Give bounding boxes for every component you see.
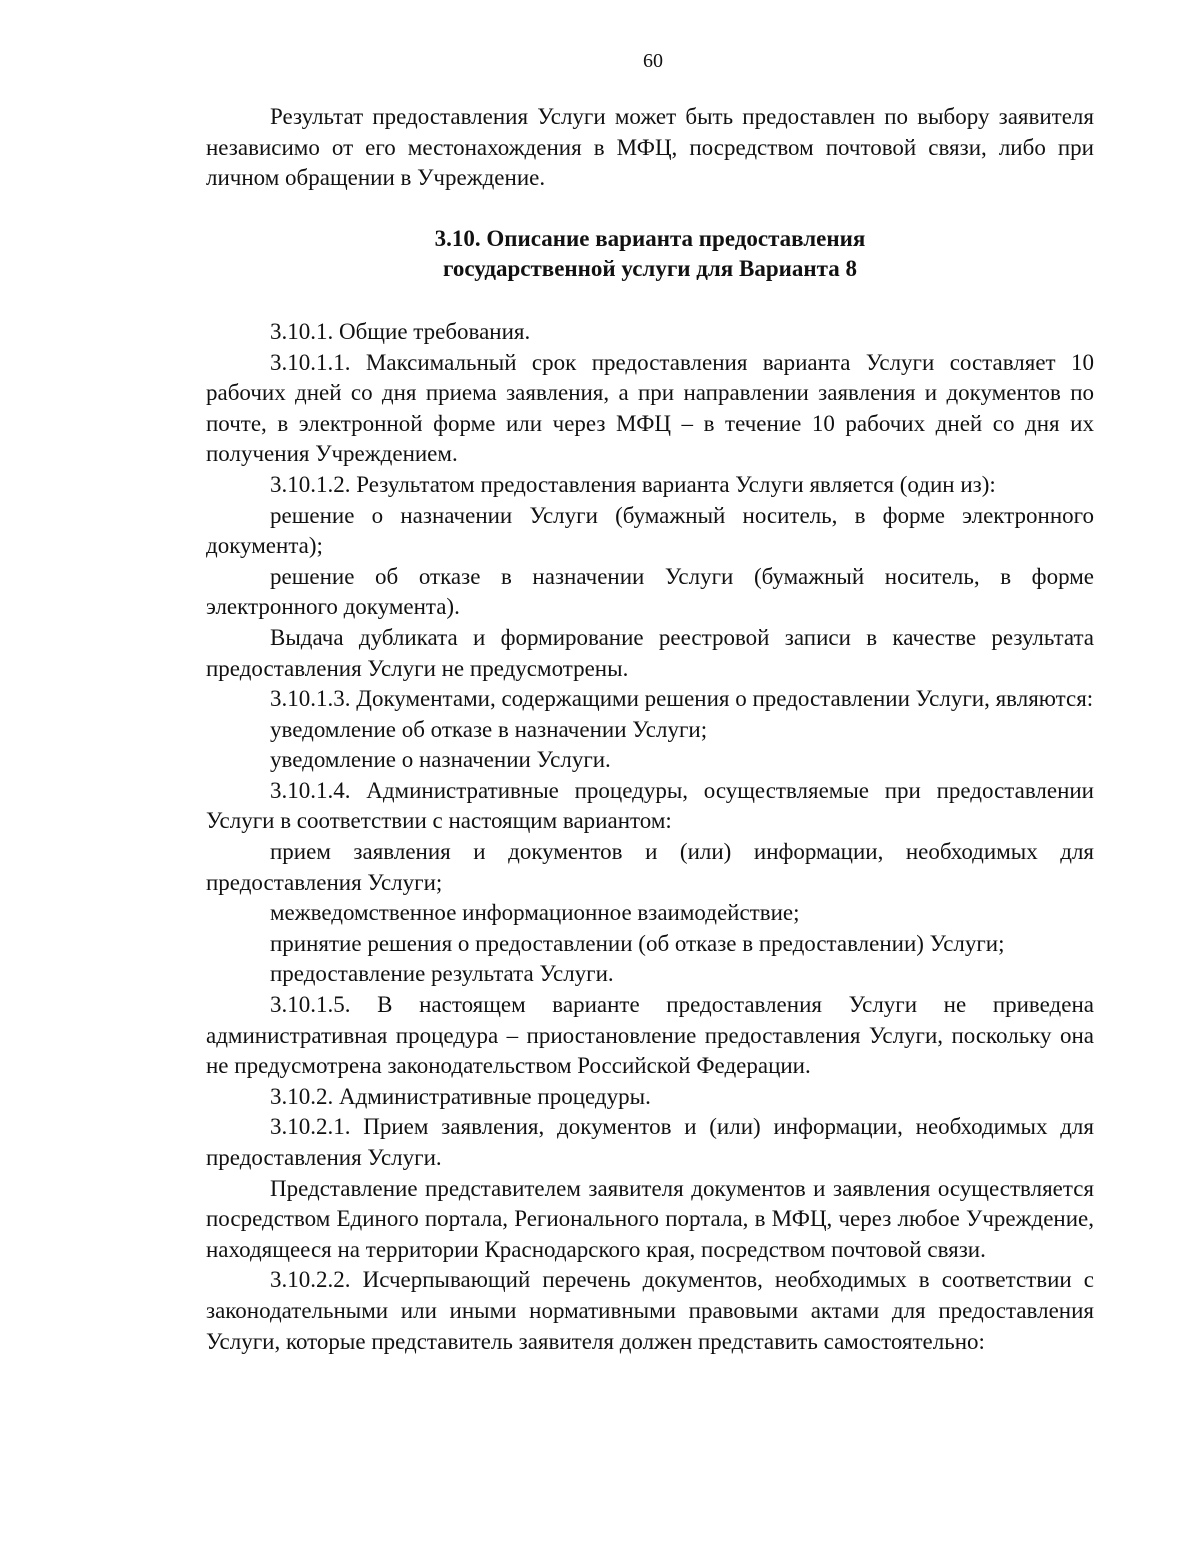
paragraph: межведомственное информационное взаимодействие;	[270, 900, 800, 926]
paragraph: решение об отказе в назначении Услуги (бумажный носитель, в форме электронного документа).	[206, 563, 1094, 620]
paragraph: 3.10.1.3. Документами, содержащими решения о предоставлении Услуги, являются:	[270, 686, 1094, 712]
paragraph: 3.10.1.4. Административные процедуры, осуществляемые при предоставлении Услуги в соответствии с настоящим вариантом:	[206, 777, 1094, 834]
section-heading-line-1: 3.10. Описание варианта предоставления	[434, 225, 866, 251]
paragraph: прием заявления и документов и (или) информации, необходимых для предоставления Услуги;	[206, 839, 1094, 895]
paragraph: уведомление о назначении Услуги.	[270, 747, 611, 773]
document-page	[206, 48, 1094, 1357]
paragraph: Выдача дубликата и формирование реестровой записи в качестве результата предоставления Услуги не предусмотрены.	[206, 624, 1094, 681]
paragraph: 3.10.1.2. Результатом предоставления варианта Услуги является (один из):	[270, 471, 996, 497]
paragraph: 3.10.2.1. Прием заявления, документов и (или) информации, необходимых для предоставления Услуги.	[206, 1114, 1094, 1170]
intro-paragraph: Результат предоставления Услуги может быть предоставлен по выбору заявителя независимо от его местонахождения в МФЦ, посредством почтовой связи, либо при личном обращении в Учреждение.	[206, 104, 1094, 191]
paragraph: 3.10.1.5. В настоящем варианте предоставления Услуги не приведена административная процедура – приостановление предоставления Услуги, поскольку она не предусмотрена законодательством Российской Федерации.	[206, 992, 1094, 1079]
paragraph: принятие решения о предоставлении (об отказе в предоставлении) Услуги;	[270, 930, 1005, 956]
paragraph: 3.10.2.2. Исчерпывающий перечень документов, необходимых в соответствии с законодательными или иными нормативными правовыми актами для предоставления Услуги, которые представитель заявителя должен представить самостоятельно:	[206, 1267, 1094, 1354]
paragraph: решение о назначении Услуги (бумажный носитель, в форме электронного документа);	[206, 502, 1094, 559]
paragraph: 3.10.1. Общие требования.	[270, 318, 531, 344]
paragraph: уведомление об отказе в назначении Услуги;	[270, 716, 708, 742]
paragraph: 3.10.2. Административные процедуры.	[270, 1083, 651, 1109]
section-heading	[206, 224, 1094, 285]
page-number: 60	[643, 50, 663, 72]
paragraph: Представление представителем заявителя документов и заявления осуществляется посредством Единого портала, Регионального портала, в МФЦ, через любое Учреждение, находящееся на территории Краснодарского края, посредством почтовой связи.	[206, 1175, 1094, 1262]
paragraph: 3.10.1.1. Максимальный срок предоставления варианта Услуги составляет 10 рабочих дней со дня приема заявления, а при направлении заявления и документов по почте, в электронной форме или через МФЦ – в течение 10 рабочих дней со дня их получения Учреждением.	[206, 349, 1094, 467]
paragraph: предоставление результата Услуги.	[270, 961, 614, 987]
section-body	[206, 317, 1094, 1357]
section-heading-line-2: государственной услуги для Варианта 8	[443, 256, 857, 282]
